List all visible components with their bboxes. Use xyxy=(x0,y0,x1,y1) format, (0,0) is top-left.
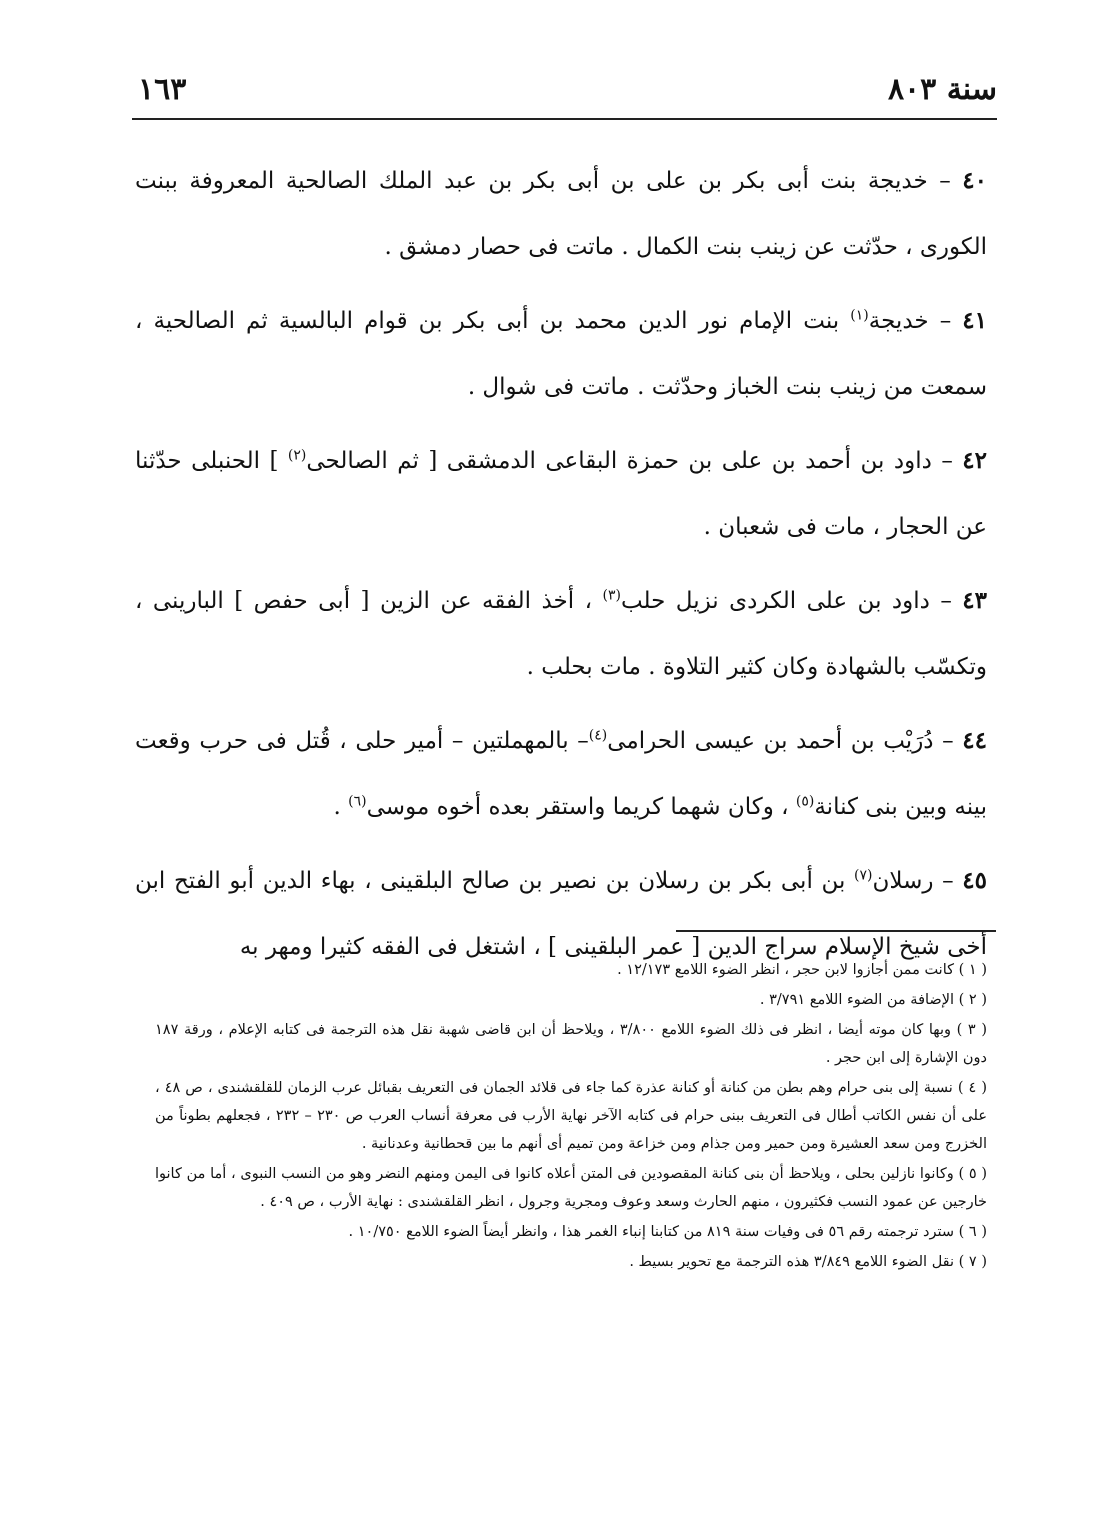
entry-number: ٤٥ xyxy=(962,867,987,894)
entry-text: بن أبى بكر بن رسلان بن نصير بن صالح البلقينى ، بهاء الدين أبو الفتح ابن أخى شيخ الإسلام سراج الدين [ عمر البلقينى ] ، اشتغل فى الفقه كثيرا ومهر به xyxy=(135,868,987,960)
entry-number: ٤٤ xyxy=(962,727,988,754)
footnote-marker: (٢) xyxy=(287,447,307,464)
entry-text: ، أخذ الفقه عن الزين [ أبى حفص ] البارينى ، وتكسّب بالشهادة وكان كثير التلاوة . مات بحلب . xyxy=(135,588,987,680)
footnote-marker: (٣) xyxy=(602,587,621,604)
footnote-rule xyxy=(676,930,996,932)
entry-number: ٤١ xyxy=(962,307,988,334)
entry-text: ، وكان شهما كريما واستقر بعده أخوه موسى xyxy=(366,794,796,820)
footnote-5: ( ٥ ) وكانوا نازلين بحلى ، ويلاحظ أن بنى كنانة المقصودين فى المتن أعلاه كانوا فى اليمن ومنهم النضر وهو من النسب النبوى ، أما من كانوا خارجين عن عمود النسب فكثيرون ، منهم الحارث وسعد وعوف ومجرية وجرول ، انظر القلقشندى : نهاية الأرب ، ص ٤٠٩ . xyxy=(155,1166,987,1210)
entry-text: – خديجة بنت أبى بكر بن على بن أبى بكر بن عبد الملك الصالحية المعروفة ببنت الكورى ، حدّثت عن زينب بنت الكمال . ماتت فى حصار دمشق . xyxy=(135,168,987,260)
footnote-1: ( ١ ) كانت ممن أجازوا لابن حجر ، انظر الضوء اللامع ١٢/١٧٣ . xyxy=(617,962,987,978)
header-rule xyxy=(132,118,997,120)
running-head: سنة ٨٠٣ xyxy=(887,72,997,107)
entry-number: ٤٠ xyxy=(962,167,988,194)
entry-text: ] الحنبلى حدّثنا عن الحجار ، مات فى شعبان . xyxy=(135,448,987,540)
footnote-4: ( ٤ ) نسبة إلى بنى حرام وهم بطن من كنانة أو كنانة عذرة كما جاء فى قلائد الجمان فى التعريف بقبائل عرب الزمان للقلقشندى ، ص ٤٨ ، على أن نفس الكاتب أطال فى التعريف ببنى حرام فى كتابه الآخر نهاية الأرب فى معرفة أنساب العرب ص ٢٣٠ – ٢٣٢ ، فجعلهم بطوناً من الخزرج ومن سعد العشيرة ومن حمير ومن جذام ومن خزاعة ومن تميم أى أنهم ما بين قحطانية وعدنانية . xyxy=(155,1080,988,1152)
page-header xyxy=(132,60,997,116)
footnote-7: ( ٧ ) نقل الضوء اللامع ٣/٨٤٩ هذه الترجمة مع تحوير بسيط . xyxy=(629,1254,987,1270)
entry-number: ٤٣ xyxy=(962,587,987,614)
main-text xyxy=(135,148,987,988)
footnotes xyxy=(155,956,987,1276)
entry-42 xyxy=(135,428,987,560)
footnote-2: ( ٢ ) الإضافة من الضوء اللامع ٣/٧٩١ . xyxy=(759,992,987,1008)
footnote-marker: (٥) xyxy=(795,793,815,810)
entry-text: – رسلان xyxy=(872,868,954,894)
footnote-marker: (٦) xyxy=(348,793,367,810)
entry-text: – داود بن أحمد بن على بن حمزة البقاعى الدمشقى [ ثم الصالحى xyxy=(306,448,953,474)
footnote-3: ( ٣ ) وبها كان موته أيضا ، انظر فى ذلك الضوء اللامع ٣/٨٠٠ ، ويلاحظ أن ابن قاضى شهبة نقل هذه الترجمة فى كتابه الإعلام ، ورقة ١٨٧ دون الإشارة إلى ابن حجر . xyxy=(155,1022,987,1066)
entry-number: ٤٢ xyxy=(962,447,987,474)
page-number: ١٦٣ xyxy=(138,72,187,107)
entry-text: . xyxy=(333,794,349,820)
footnote-marker: (١) xyxy=(850,307,869,324)
entry-text: – بالمهملتين – أمير حلى ، قُتل فى حرب وقعت بينه وبين بنى كنانة xyxy=(135,728,987,820)
entry-44 xyxy=(135,708,987,840)
entry-40 xyxy=(135,148,987,280)
entry-text: – دُرَيْب بن أحمد بن عيسى الحرامى xyxy=(607,728,954,754)
footnote-marker: (٤) xyxy=(588,727,608,744)
entry-text: بنت الإمام نور الدين محمد بن أبى بكر بن قوام البالسية ثم الصالحية ، سمعت من زينب بنت الخباز وحدّثت . ماتت فى شوال . xyxy=(135,308,987,400)
entry-43 xyxy=(135,568,987,700)
entry-text: – داود بن على الكردى نزيل حلب xyxy=(620,588,952,614)
footnote-6: ( ٦ ) سترد ترجمته رقم ٥٦ فى وفيات سنة ٨١٩ من كتابنا إنباء الغمر هذا ، وانظر أيضاً الضوء اللامع ١٠/٧٥٠ . xyxy=(348,1224,987,1240)
entry-text: – خديجة xyxy=(868,308,952,334)
footnote-marker: (٧) xyxy=(854,867,873,884)
entry-41 xyxy=(135,288,987,420)
